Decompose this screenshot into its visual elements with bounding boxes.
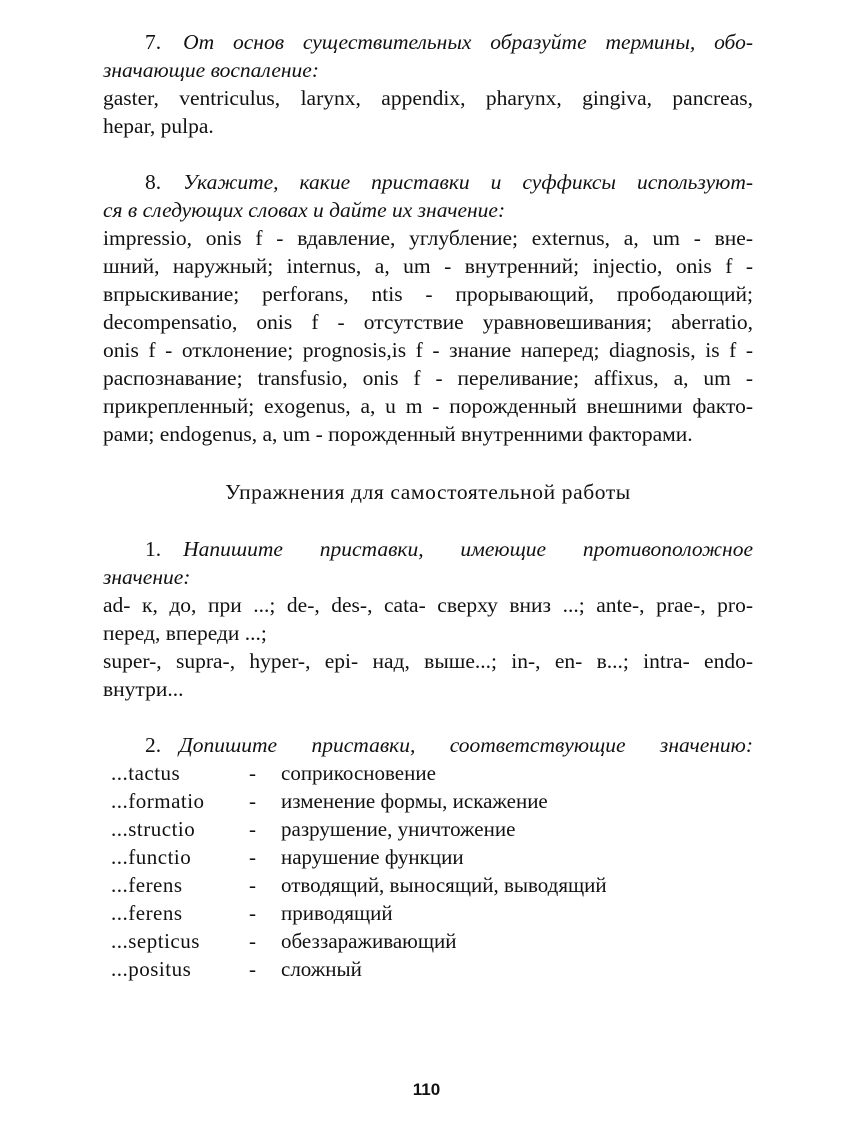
prefix-term: ...structio [111,817,196,841]
self-exercise-1-title-line-1 [103,535,753,563]
prefix-term: ...ferens [111,901,183,925]
prefix-table-row [103,899,753,927]
prefix-table-row [103,759,753,787]
prefix-dash: - [249,873,256,897]
self-exercise-1-number: 1. [145,537,162,561]
prefix-term: ...septicus [111,929,200,953]
prefix-table-row [103,927,753,955]
exercise-7-title-text: От основ существительных образуйте термины, обо- [183,30,753,54]
exercise-8-title-line-2: ся в следующих словах и дайте их значение: [103,198,506,222]
prefix-dash: - [249,789,256,813]
self-exercise-1-line: перед, впереди ...; [103,621,267,645]
prefix-dash: - [249,817,256,841]
self-exercise-1-title-text: Напишите приставки, имеющие противоположное [183,537,753,561]
self-exercise-1-line: super-, supra-, hyper-, epi- над, выше...; in-, en- в...; intra- endo- [103,649,753,673]
prefix-dash: - [249,901,256,925]
exercise-8-title-line-1 [103,168,753,196]
prefix-meaning: соприкосновение [281,761,436,785]
exercise-8-line: прикрепленный; exogenus, a, u m - порожденный внешними факто- [103,394,753,418]
exercise-8-line: impressio, onis f - вдавление, углубление; externus, a, um - вне- [103,226,753,250]
prefix-meaning: отводящий, выносящий, выводящий [281,873,607,897]
self-exercise-1-line: ad- к, до, при ...; de-, des-, cata- сверху вниз ...; ante-, prae-, pro- [103,593,753,617]
prefix-meaning: приводящий [281,901,393,925]
self-exercise-1 [103,535,753,703]
self-exercise-2-title-text: Допишите приставки, соответствующие значению: [179,733,753,757]
self-exercise-2-title [103,731,753,759]
prefix-meaning: сложный [281,957,362,981]
prefix-meaning: обеззараживающий [281,929,457,953]
self-exercise-1-title-line-2: значение: [103,565,191,589]
prefix-term: ...positus [111,957,192,981]
exercise-7-title-line-2: значающие воспаление: [103,58,319,82]
section-heading-text: Упражнения для самостоятельной работы [225,480,631,504]
prefix-dash: - [249,957,256,981]
self-exercise-2 [103,731,753,983]
exercise-8-line: onis f - отклонение; prognosis,is f - знание наперед; diagnosis, is f - [103,338,753,362]
page-number: 110 [412,1080,441,1099]
exercise-7-number: 7. [145,30,162,54]
prefix-table-row [103,815,753,843]
exercise-8-number: 8. [145,170,162,194]
exercise-7-body-line-1: gaster, ventriculus, larynx, appendix, pharynx, gingiva, pancreas, [103,86,753,110]
prefix-table-row [103,955,753,983]
exercise-8-line: рами; endogenus, a, um - порожденный внутренними факторами. [103,422,693,446]
prefix-dash: - [249,929,256,953]
prefix-term: ...functio [111,845,192,869]
exercise-8-title-text: Укажите, какие приставки и суффиксы используют- [183,170,753,194]
exercise-8-line: шний, наружный; internus, a, um - внутренний; injectio, onis f - [103,254,753,278]
prefix-table-row [103,787,753,815]
exercise-8-line: впрыскивание; perforans, ntis - прорывающий, прободающий; [103,282,753,306]
exercise-7-body-line-2: hepar, pulpa. [103,114,214,138]
prefix-term: ...tactus [111,761,181,785]
prefix-meaning: нарушение функции [281,845,464,869]
prefix-meaning: изменение формы, искажение [281,789,548,813]
self-exercise-2-number: 2. [145,733,162,757]
section-heading [103,478,753,506]
exercise-8-line: decompensatio, onis f - отсутствие уравновешивания; aberratio, [103,310,753,334]
prefix-table-row [103,871,753,899]
prefix-meaning: разрушение, уничтожение [281,817,516,841]
prefix-dash: - [249,761,256,785]
prefix-term: ...ferens [111,873,183,897]
self-exercise-1-line: внутри... [103,677,184,701]
exercise-7 [103,28,753,140]
exercise-8 [103,168,753,448]
prefix-dash: - [249,845,256,869]
prefix-table-row [103,843,753,871]
prefix-term: ...formatio [111,789,205,813]
exercise-8-line: распознавание; transfusio, onis f - переливание; affixus, a, um - [103,366,753,390]
exercise-7-title-line-1 [103,28,753,56]
